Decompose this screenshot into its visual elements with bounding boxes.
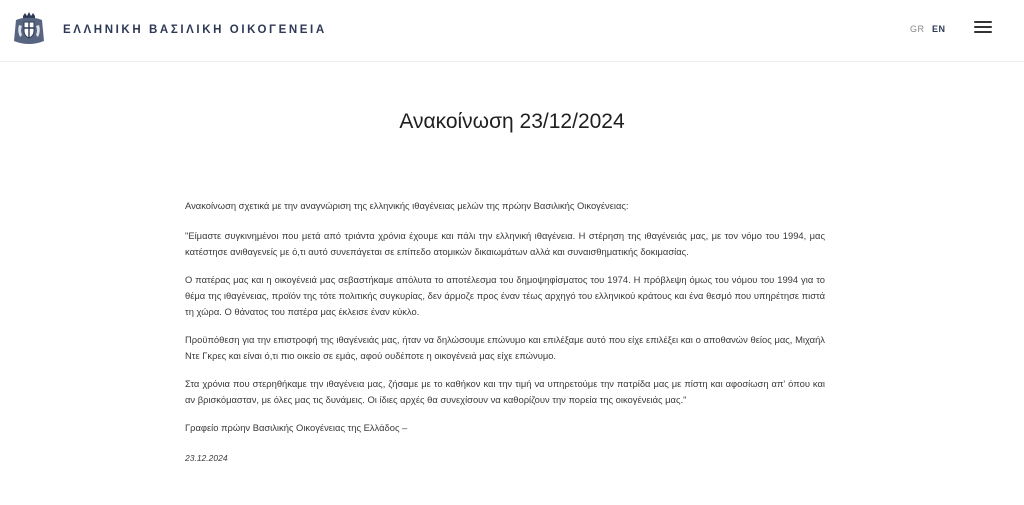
site-header (0, 0, 1024, 62)
royal-coat-of-arms-icon[interactable] (12, 11, 46, 47)
announcement-paragraph: "Είμαστε συγκινημένοι που μετά από τριάντα χρόνια έχουμε και πάλι την ελληνική ιθαγένεια. Η στέρηση της ιθαγένειάς μας, με τον νόμο του 1994, μας κατέστησε ανιθαγενείς με ό,τι αυτό συνεπάγεται σε επίπεδο ατομικών δικαιωμάτων αλλά και συναισθηματικής δοκιμασίας. (185, 230, 825, 257)
menu-bar (974, 21, 992, 23)
page-title: Ανακοίνωση 23/12/2024 (399, 110, 625, 133)
announcement-signature: Γραφείο πρώην Βασιλικής Οικογένειας της Ελλάδος – (185, 422, 408, 433)
announcement-paragraph: Ο πατέρας μας και η οικογένειά μας σεβαστήκαμε απόλυτα το αποτέλεσμα του δημοψηφίσματος του 1974. Η πρόβλεψη όμως του νόμου του 1994 για το θέμα της ιθαγένειας, προϊόν της τότε πολιτικής συγκυρίας, δεν άρμοζε προς έναν τέως αρχηγό του ελληνικού κράτους και ένα θεσμό που υπηρέτησε πιστά τη χώρα. Ο θάνατος του πατέρα μας έκλεισε έναν κύκλο. (185, 274, 825, 317)
menu-bar (974, 31, 992, 33)
language-en-link[interactable]: EN (932, 24, 946, 34)
announcement-date: 23.12.2024 (185, 453, 228, 463)
menu-bar (974, 26, 992, 28)
site-title[interactable]: ΕΛΛΗΝΙΚΗ ΒΑΣΙΛΙΚΗ ΟΙΚΟΓΕΝΕΙΑ (63, 24, 327, 36)
announcement-paragraph: Προϋπόθεση για την επιστροφή της ιθαγένειάς μας, ήταν να δηλώσουμε επώνυμο και επιλέξαμε αυτό που είχε επιλέξει και ο αποθανών θείος μας, Μιχαήλ Ντε Γκρες και είναι ό,τι πιο οικείο σε εμάς, αφού ουδέποτε η οικογένειά μας είχε επώνυμο. (185, 334, 825, 361)
announcement-body (185, 198, 825, 478)
announcement-intro: Ανακοίνωση σχετικά με την αναγνώριση της ελληνικής ιθαγένειας μελών της πρώην Βασιλικής Οικογένειας: (185, 200, 629, 211)
announcement-paragraph: Στα χρόνια που στερηθήκαμε την ιθαγένεια μας, ζήσαμε με το καθήκον και την τιμή να υπηρετούμε την πατρίδα μας με πίστη και αφοσίωση απ' όπου και αν βρισκόμασταν, με όλες μας τις δυνάμεις. Οι ίδιες αρχές θα συνεχίσουν να καθορίζουν την πορεία της οικογένειάς μας." (185, 378, 825, 405)
hamburger-menu-icon[interactable] (974, 21, 992, 35)
language-gr-link[interactable]: GR (910, 24, 925, 34)
